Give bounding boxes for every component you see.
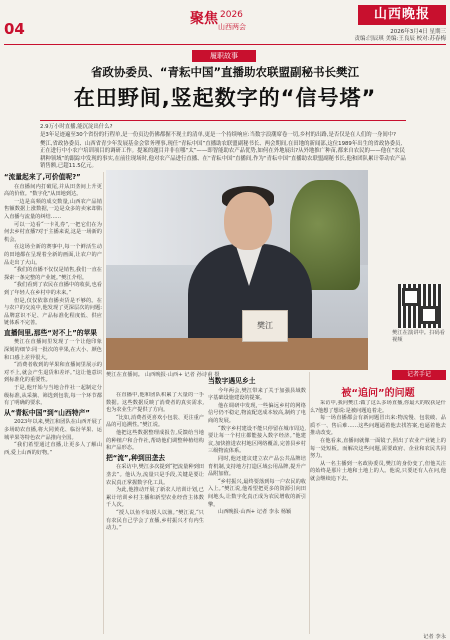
notes-paragraph: 在他看来,直播间就像一面镜子,照出了农业产业链上的每一处短板。而解决这些问题,需要政府、企业和农民共同努力。 <box>310 437 446 460</box>
notes-paragraph: 每一场直播都会有新问题冒出来:物流慢、包装破、品质不一、售后难……这些问题逼着他去找答案,也逼着他去推动改变。 <box>310 415 446 437</box>
masthead <box>306 5 446 41</box>
photo-desk <box>106 338 368 370</box>
paragraph: 樊江在直播间里发现了一个让他印象深刻的细节:同一批次的苹果,在大小、颜色和口感上差异很大。 <box>4 339 102 361</box>
section-heading: 直播间里,那些“对不上”的苹果 <box>4 328 98 337</box>
paragraph: 在直播间内打破尾,并从田垄间上升更高的价值。"数字化"从田地到达。 <box>4 183 102 198</box>
notes-paragraph: 从一名主播到一名政协委员,樊江的身份变了,但他关注的始终是那片土地和土地上的人。他说,只要还有人在问,他就会继续追下去。 <box>310 460 446 482</box>
paragraph: “数字乡村建设不能只停留在城市周边,要让每一个村庄都能接入数字经济。”他建议,加快推进农村地区网络覆盖,完善县乡村三级物流体系。 <box>208 425 306 455</box>
section-heading: “流量起来了,可价值呢?” <box>4 173 81 181</box>
paragraph: “我们看到了农民在直播中的收获,也看到了年轻人在乡村中的未来。” <box>4 282 102 296</box>
masthead-logo: 山西晚报 <box>358 5 446 25</box>
section-heading: 从“青耘中国”到“山西特产” <box>4 408 90 417</box>
article-kicker: 省政协委员、“青耘中国”直播助农联盟副秘书长樊江 <box>90 65 360 79</box>
article-headline: 在田野间,竖起数字的“信号塔” <box>73 86 377 110</box>
staff-credits: 责编:闫辰琪 美编:王良辰 校对:苏春梅 <box>354 36 446 42</box>
reporter-notes-badge: 记者手记 <box>392 370 446 380</box>
qr-caption: 樊江在演讲中。扫码看视频 <box>392 330 445 344</box>
header-rule <box>4 44 446 45</box>
paragraph: 在这场全新的赛事中,每一个鲜活生动的田地都在呈现着全新的画面,让农户的产品走出了大山。 <box>4 244 102 266</box>
notes-paragraph: 采访中,我问樊江:做了这么多场直播,你最大的收获是什么?他想了想说:是被问题追着走。 <box>310 400 446 414</box>
issue-date: 2026年3月4日 星期三 <box>390 29 446 35</box>
reporter-notes <box>310 370 446 640</box>
section-heading: 当数字遇见乡土 <box>208 377 256 385</box>
paragraph: “消费者收到的苹果和直播间里展示的对不上,就会产生退货和差评。”这让他意识到标准化的重要性。 <box>4 362 102 384</box>
article-summary <box>40 120 406 170</box>
paragraph: “我们希望通过直播,让更多人了解山西,爱上山西的好物。” <box>4 442 102 456</box>
page-header <box>0 0 450 44</box>
section-logo <box>190 8 248 38</box>
column-tag: 履职故事 <box>192 50 256 62</box>
paragraph: 2023年以来,樊江和团队在山西开展了多场助农直播,将大同黄花、临汾苹果、运城苹果等特色农产品推向全国。 <box>4 419 102 441</box>
paragraph: 他把这些数据整理成报告,反馈给当地的种植户和合作社,帮助他们调整种植结构和产品形态。 <box>106 429 204 452</box>
paragraph: 山西晚报·山西+ 记者 李永 杨颖 <box>218 509 292 516</box>
summary-line: 樊江,省政协委员、山西省青少年发展基金会常务理事,现任“青耘中国”直播助农联盟副秘书长、两会期间,在田地的新闻部,这位1989年出生的省政协委员,正在进行中小农户培训项目的调研工作。提案的题目并非在哪“太”——即智能助农产品优势,如何在外地展出?从外地推广种苗,都来自农民的——他在“农民耕种领域”的跟踪中发现的事实,在前往现场时,他对农产品进行直播、在“青耘中国”直播间,作为“青耘中国”直播助农联盟副秘书长,他和团队累计带动农产品销售额,已超11.5亿元。 <box>40 140 406 170</box>
paragraph: 可以一边看“一卡礼券”,一把它们在为何去乡村直播?对于主播来说,这是一场新的机会。 <box>4 221 102 243</box>
paragraph: 但是,仅仅依靠直播卖货是不够的。在与农户的交流中,他发现了更深层次的问题:品牌意识不足、产品标准化程度低、供应链体系不完善。 <box>4 297 102 327</box>
summary-line: 是3年足迹遍至30个省份的行程单,是一份页边仍佛都握不现土的清单,更是一个持续响应:当数字浪潮席卷一切,乡村的出路,是否仅是在人们的一身间中? <box>40 132 397 139</box>
paragraph: “授人以鱼不如授人以渔。”樊江说,“只有农民自己学会了直播,乡村振兴才有内生动力。” <box>106 509 204 532</box>
paragraph: 他在调研中发现,一些偏远乡村的网络信号仍不稳定,物流配送成本较高,制约了电商的发展。 <box>208 402 306 424</box>
section-logo-year: 2026 <box>220 10 243 20</box>
paragraph: 在直播中,他和团队积累了大量的一手数据。这些数据反映了消费者的真实需求,也为农业生产提供了方向。 <box>106 392 204 414</box>
section-logo-text: 聚焦 <box>190 11 218 27</box>
paragraph: 为此,他推动开展了新农人培训计划,已累计培训乡村主播和新型农业经营主体数千人次。 <box>106 487 204 509</box>
article-column-2 <box>106 392 204 634</box>
page-number: 04 <box>4 20 25 38</box>
article-photo <box>106 170 368 370</box>
paragraph: “乡村振兴,最终要落到每一户农民的收入上。”樊江说,他希望把更多的资源引向田间地头,让数字化真正成为农民增收的新引擎。 <box>208 478 306 508</box>
reporter-notes-body <box>310 400 446 632</box>
paragraph: 于是,他开始与当地合作社一起制定分级标准,从采摘、筛选到包装,每一个环节都有了明确的要求。 <box>4 385 102 407</box>
paragraph: 一边是高频的成交数量,山西农产品销售额数据上涨数据,一边是众多的卖家却陷入直播与流量的纠结…… <box>4 198 102 220</box>
summary-line: 2.9万小时直播,能沉淀出什么? <box>40 124 113 130</box>
name-plate-text: 樊江 <box>257 321 273 330</box>
article-column-1 <box>4 172 102 634</box>
section-logo-sub: 山西两会 <box>218 23 246 31</box>
reporter-notes-title: 被“追问”的问题 <box>341 388 415 399</box>
reporter-signature: 记者 李永 <box>423 634 446 640</box>
qr-code[interactable] <box>398 284 442 328</box>
photo-person-head <box>224 192 272 250</box>
photo-name-plate <box>242 310 288 342</box>
photo-caption: 樊江在直播间。 山西晚报·山西+ 记者 孙诗甫 摄 <box>106 372 220 378</box>
column-divider <box>103 172 104 634</box>
paragraph: 今年两会,樊江带来了关于加强县域数字基础设施建设的提案。 <box>208 387 306 402</box>
paragraph: “我们的直播不仅仅是销售,我们一直在探索一条完整的产业链。”樊江介绍。 <box>4 267 102 281</box>
paragraph: “比如,消费者更喜欢小包装、更注重产品的可追溯性。”樊江说。 <box>106 414 204 429</box>
article-column-3 <box>208 376 306 634</box>
section-heading: 把“流”,种到田垄去 <box>106 453 166 462</box>
paragraph: 同时,他还建议建立农产品公共品牌培育机制,支持地方打造区域公用品牌,提升产品附加值。 <box>208 455 306 478</box>
paragraph: 在采访中,樊江多次提到“把流量种到田垄去”。他认为,流量只是手段,关键是要让农民真正掌握数字化工具。 <box>106 464 204 486</box>
